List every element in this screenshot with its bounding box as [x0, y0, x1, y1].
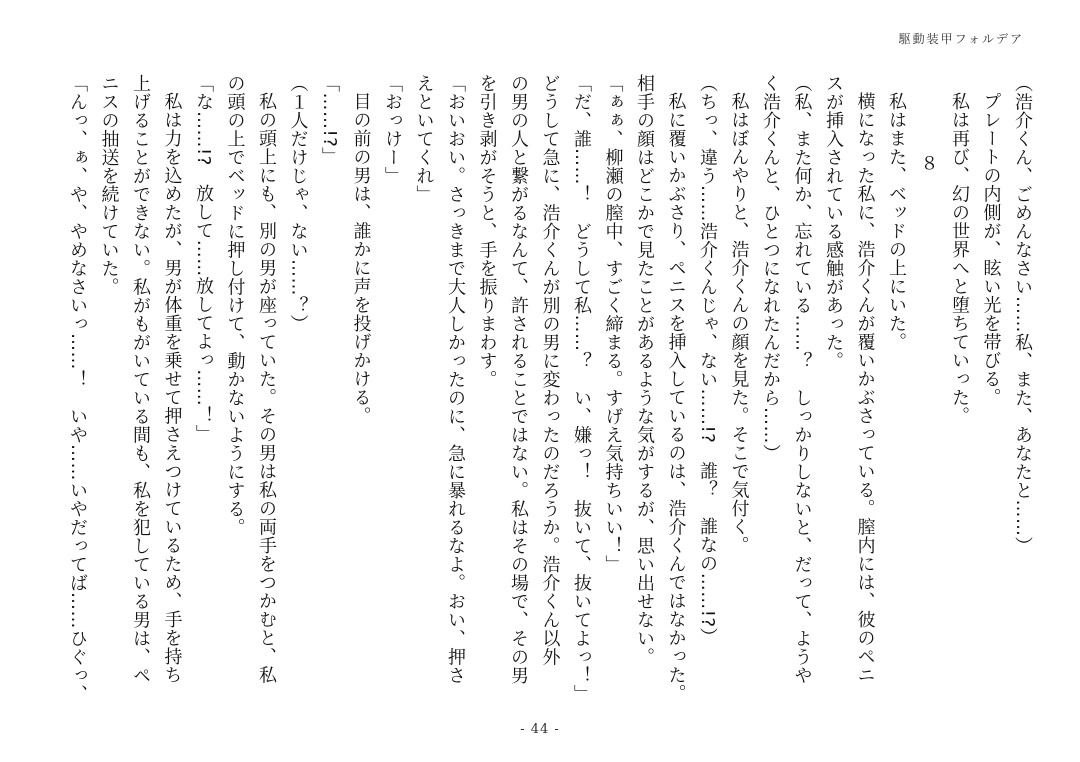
- text-line: 「ぁぁ、柳瀬の膣中、すごく締まる。すげえ気持ちいい！」: [602, 74, 624, 574]
- text-line: （１人だけじゃ、ない……？）: [287, 74, 309, 333]
- text-line: （私、また何か、忘れている……？ しっかりしないと、だって、ようや: [791, 74, 813, 685]
- text-line: 「だ、誰……！ どうして私……？ い、嫌っ！ 抜いて、抜いてよっ！」: [571, 74, 592, 703]
- page-number: - 44 -: [520, 722, 560, 737]
- text-line: 「んっ、ぁ、や、やめなさいっ……！ いや……いやだってば……ひぐっ、: [67, 74, 88, 703]
- text-line: の男の人と繋がるなんて、許されることではない。私はその場で、その男: [508, 74, 529, 685]
- text-line: 私は再び、幻の世界へと堕ちていった。: [949, 92, 970, 425]
- text-line: どうして急に、浩介くんが別の男に変わったのだろうか。浩介くん以外: [539, 74, 561, 666]
- text-line: 私はまた、ベッドの上にいた。: [886, 92, 907, 351]
- text-line: 相手の顔はどこかで見たことがあるような気がするが、思い出せない。: [634, 74, 655, 666]
- text-line: 「おっけー」: [382, 74, 403, 185]
- text-line: 私の頭上にも、別の男が座っていた。その男は私の両手をつかむと、私: [256, 92, 277, 684]
- text-line: 「な……!? 放して……放してよっ……！」: [193, 74, 214, 444]
- vertical-body-text: [62, 74, 1039, 714]
- text-line: 上げることができない。私がもがいている間も、私を犯している男は、ペ: [130, 74, 151, 685]
- text-line: 私に覆いかぶさり、ペニスを挿入しているのは、浩介くんではなかった。: [665, 92, 687, 703]
- text-line: く浩介くんと、ひとつになれたんだから……）: [760, 74, 781, 463]
- text-line: 目の前の男は、誰かに声を投げかける。: [350, 92, 372, 425]
- text-line: ニスの抽送を続けていた。: [98, 74, 120, 296]
- text-line: 私はぼんやりと、浩介くんの顔を見た。そこで気付く。: [728, 92, 750, 555]
- running-header-book-title: 駆動装甲フォルデア: [898, 32, 1024, 46]
- text-line: の頭の上でベッドに押し付けて、動かないようにする。: [224, 74, 246, 537]
- chapter-number: ８: [917, 154, 939, 173]
- text-line: （浩介くん、ごめんなさい……私、また、あなたと……）: [1012, 74, 1033, 555]
- text-line: 「……!?」: [319, 74, 340, 166]
- text-line: を引き剥がそうと、手を振りまわす。: [476, 74, 498, 389]
- text-line: （ちっ、違う……浩介くんじゃ、ない……!? 誰？ 誰なの……!?）: [697, 74, 718, 647]
- text-line: 「おいおい。さっきまで大人しかったのに、急に暴れるなよ。おい、押さ: [445, 74, 466, 685]
- text-line: プレートの内側が、眩い光を帯びる。: [980, 92, 1002, 407]
- text-line: えといてくれ」: [413, 74, 435, 204]
- text-line: 私は力を込めたが、男が体重を乗せて押さえつけているため、手を持ち: [161, 92, 183, 684]
- text-line: スが挿入されている感触があった。: [823, 74, 844, 370]
- text-line: 横になった私に、浩介くんが覆いかぶさっている。膣内には、彼のペニ: [854, 92, 876, 684]
